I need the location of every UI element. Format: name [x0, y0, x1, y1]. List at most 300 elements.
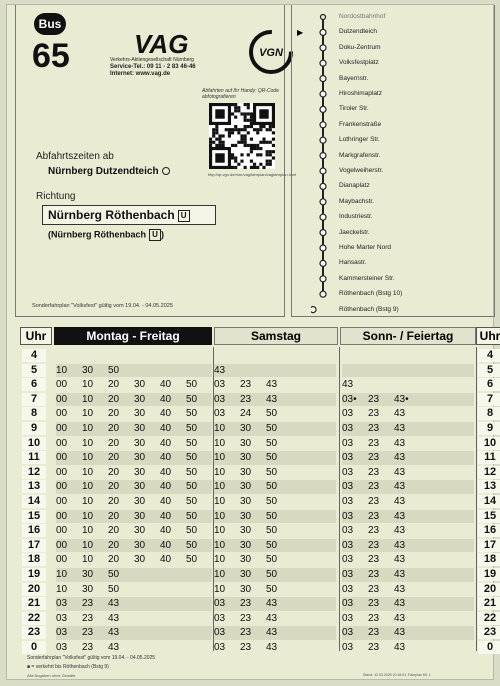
minute-value: 23	[368, 525, 380, 537]
route-stop: Dutzendteich	[339, 28, 377, 36]
route-stop-dot	[320, 137, 326, 143]
hour-header-left: Uhr	[20, 327, 52, 345]
minute-value: 30	[134, 554, 146, 566]
minutes-mf	[56, 524, 212, 538]
minutes-so	[342, 510, 474, 524]
hour-header-right: Uhr	[476, 327, 500, 345]
minutes-sa	[214, 466, 336, 480]
minute-value: 43	[394, 598, 406, 610]
route-stop: Industriestr.	[339, 213, 373, 221]
minute-value: 24	[240, 408, 252, 420]
route-stop: Nordostbahnhof	[339, 13, 386, 20]
minute-value: 30	[240, 510, 252, 522]
minutes-sa	[214, 378, 336, 392]
minute-value: 50	[186, 481, 198, 493]
internet: Internet: www.vag.de	[110, 71, 171, 77]
info-panel	[15, 5, 297, 317]
hour-cell: 9	[478, 422, 500, 435]
minute-value: 43	[394, 569, 406, 580]
clock-icon	[162, 167, 170, 175]
operator-contact	[110, 57, 230, 78]
hour-cell: 8	[22, 407, 46, 420]
minute-value: 23	[240, 612, 252, 624]
column-header-saturday: Samstag	[214, 327, 338, 345]
route-stop-dot	[320, 276, 326, 282]
route-stop: Kammersteiner Str.	[339, 274, 395, 282]
minute-value: 23	[368, 569, 380, 580]
hour-cell: 16	[22, 524, 46, 537]
route-stop-dot	[321, 15, 326, 20]
minute-value: 03	[342, 437, 354, 449]
minute-value: 30	[240, 466, 252, 478]
minutes-sa	[214, 553, 336, 567]
minutes-sa	[214, 626, 336, 640]
minute-value: 30	[134, 393, 146, 405]
minute-value: 03	[342, 510, 354, 522]
minute-value: 03	[56, 642, 68, 653]
minutes-mf	[56, 378, 212, 392]
minute-value: 43	[108, 642, 120, 653]
vgn-logo-icon	[248, 29, 294, 75]
line-number: 65	[32, 37, 70, 75]
hour-cell: 19	[22, 568, 46, 581]
minutes-sa	[214, 393, 336, 407]
minute-value: 50	[186, 379, 198, 391]
qr-note: Abfahrten auf Ihr Handy: QR-Code abfotografieren	[202, 88, 279, 100]
minute-value: 20	[108, 481, 120, 493]
minute-value: 50	[266, 423, 278, 434]
qr-caption: http://qr.vgn.de/nmr/vag/fahrplan/vagfahrplan.html	[208, 172, 297, 177]
minutes-mf	[56, 539, 212, 553]
table-row	[20, 407, 500, 422]
minute-value: 43	[394, 437, 406, 449]
minute-value: 40	[160, 539, 172, 551]
minute-value: 50	[186, 554, 198, 566]
minutes-sa	[214, 510, 336, 524]
minute-value: 30	[240, 583, 252, 595]
minute-value: 03	[342, 627, 354, 639]
route-stop: Jaeckelstr.	[339, 228, 370, 236]
minute-value: 10	[82, 437, 94, 449]
minute-value: 50	[186, 452, 198, 464]
minute-value: 03	[342, 569, 354, 580]
table-row	[20, 612, 500, 627]
minutes-so	[342, 495, 474, 509]
minute-value: 23	[368, 642, 380, 653]
minute-value: 10	[214, 583, 226, 595]
hour-cell: 12	[478, 466, 500, 479]
minute-value: 30	[134, 379, 146, 391]
route-stop: Markgrafenstr.	[339, 151, 381, 159]
minute-value: 00	[56, 466, 68, 478]
minutes-mf	[56, 349, 212, 363]
minute-value: 10	[82, 510, 94, 522]
minutes-mf	[56, 393, 212, 407]
hour-cell: 4	[22, 349, 46, 362]
minute-value: 30	[240, 525, 252, 537]
minute-value: 00	[56, 525, 68, 537]
table-row	[20, 553, 500, 568]
minute-value: 50	[108, 569, 120, 580]
hour-cell: 23	[22, 626, 46, 639]
minutes-sa	[214, 480, 336, 494]
column-header-weekday: Montag - Freitag	[54, 327, 212, 345]
minute-value: 50	[186, 496, 198, 507]
minute-value: 23	[240, 598, 252, 610]
minute-value: 23	[368, 539, 380, 551]
minute-value: 20	[108, 437, 120, 449]
minute-value: 03	[56, 627, 68, 639]
route-stop-list	[297, 5, 491, 317]
minute-value: 23	[368, 598, 380, 610]
minutes-so	[342, 539, 474, 553]
minutes-so	[342, 407, 474, 421]
hour-cell: 21	[478, 597, 500, 610]
minute-value: 30	[134, 510, 146, 522]
minute-value: 30	[240, 423, 252, 434]
column-header-sunday: Sonn- / Feiertag	[340, 327, 476, 345]
minute-value: 50	[108, 364, 120, 376]
minute-value: 10	[82, 554, 94, 566]
minute-value: 40	[160, 554, 172, 566]
route-stop-dot	[320, 29, 326, 35]
minute-value: 23	[368, 612, 380, 624]
table-row	[20, 568, 500, 583]
minute-value: 40	[160, 510, 172, 522]
minutes-mf	[56, 510, 212, 524]
minute-value: 10	[82, 525, 94, 537]
minute-value: 43	[266, 598, 278, 610]
minute-value: 50	[186, 510, 198, 522]
minutes-so	[342, 641, 474, 655]
vgn-logo-text: VGN	[259, 47, 283, 59]
minute-value: 00	[56, 393, 68, 405]
operator-subtitle: Verkehrs-Aktiengesellschaft Nürnberg	[110, 57, 194, 63]
minute-value: 20	[108, 423, 120, 434]
minute-value: 40	[160, 452, 172, 464]
minute-value: 03•	[342, 393, 357, 405]
minute-value: 23	[368, 510, 380, 522]
direction-sub-end: )	[161, 229, 164, 240]
minute-value: 43	[394, 466, 406, 478]
minute-value: 10	[214, 569, 226, 580]
minute-value: 43	[108, 627, 120, 639]
hour-cell: 12	[22, 466, 46, 479]
minute-value: 00	[56, 539, 68, 551]
minute-value: 30	[134, 408, 146, 420]
minute-value: 50	[266, 569, 278, 580]
minute-value: 50	[108, 583, 120, 595]
hour-cell: 10	[22, 437, 46, 450]
minute-value: 23	[368, 408, 380, 420]
route-stop: Frankenstraße	[339, 120, 382, 128]
minute-value: 40	[160, 379, 172, 391]
direction-sub	[48, 229, 164, 241]
special-notice: Sonderfahrplan "Volksfest" gültig vom 19.04. - 04.05.2025	[32, 303, 173, 309]
minute-value: 20	[108, 539, 120, 551]
minute-value: 40	[160, 525, 172, 537]
minutes-mf	[56, 626, 212, 640]
hour-cell: 15	[478, 510, 500, 523]
minute-value: 43	[394, 627, 406, 639]
minute-value: 30	[240, 554, 252, 566]
minute-value: 00	[56, 554, 68, 566]
minutes-so	[342, 597, 474, 611]
minute-value: 03	[342, 408, 354, 420]
minute-value: 03	[214, 598, 226, 610]
minutes-mf	[56, 437, 212, 451]
departure-stop	[48, 166, 170, 177]
route-stop: Bayernstr.	[339, 74, 369, 82]
hour-cell: 14	[22, 495, 46, 508]
hour-cell: 5	[478, 364, 500, 377]
minute-value: 03	[342, 598, 354, 610]
minute-value: 30	[134, 437, 146, 449]
minute-value: 10	[82, 393, 94, 405]
minutes-so	[342, 480, 474, 494]
minute-value: 10	[82, 481, 94, 493]
footer-status: Stand: 12.03.2025 10:16:01, Fahrplan 65, 1	[363, 673, 431, 677]
minutes-mf	[56, 495, 212, 509]
hour-cell: 20	[22, 583, 46, 596]
minute-value: 30	[240, 539, 252, 551]
minute-value: 43	[266, 627, 278, 639]
minutes-sa	[214, 495, 336, 509]
minute-value: 03	[342, 452, 354, 464]
minute-value: 43	[394, 408, 406, 420]
minutes-mf	[56, 612, 212, 626]
minute-value: 50	[266, 452, 278, 464]
minute-value: 30	[134, 525, 146, 537]
hour-cell: 0	[22, 641, 46, 654]
minute-value: 50	[186, 437, 198, 449]
minute-value: 23	[240, 393, 252, 405]
minutes-sa	[214, 597, 336, 611]
hour-cell: 7	[22, 393, 46, 406]
minute-value: 10	[214, 496, 226, 507]
minute-value: 40	[160, 393, 172, 405]
minute-value: 10	[214, 481, 226, 493]
minutes-so	[342, 378, 474, 392]
minutes-so	[342, 466, 474, 480]
minute-value: 40	[160, 408, 172, 420]
minute-value: 43	[108, 612, 120, 624]
direction-box	[42, 205, 216, 225]
minute-value: 23	[240, 379, 252, 391]
minute-value: 00	[56, 408, 68, 420]
minute-value: 00	[56, 510, 68, 522]
minute-value: 10	[82, 466, 94, 478]
hour-cell: 8	[478, 407, 500, 420]
route-stop: Hansastr.	[339, 259, 367, 267]
minutes-so	[342, 364, 474, 378]
route-stop-dot	[320, 153, 326, 159]
minute-value: 03	[342, 525, 354, 537]
minute-value: 10	[56, 364, 68, 376]
minutes-so	[342, 553, 474, 567]
minute-value: 43	[394, 510, 406, 522]
minute-value: 03	[342, 466, 354, 478]
minute-value: 20	[108, 466, 120, 478]
minute-value: 50	[266, 539, 278, 551]
table-row	[20, 466, 500, 481]
minute-value: 23	[368, 437, 380, 449]
minute-value: 03	[342, 481, 354, 493]
table-row	[20, 480, 500, 495]
footer-legend: ■ = verkehrt bis Röthenbach (Bstg 9)	[27, 664, 109, 670]
minute-value: 23	[82, 627, 94, 639]
table-row	[20, 495, 500, 510]
minute-value: 50	[266, 437, 278, 449]
minute-value: 00	[56, 423, 68, 434]
minute-value: 10	[82, 452, 94, 464]
direction-sub-text: (Nürnberg Röthenbach	[48, 229, 146, 240]
departure-label: Abfahrtszeiten ab	[36, 151, 114, 162]
hour-cell: 23	[478, 626, 500, 639]
minutes-so	[342, 583, 474, 597]
minutes-sa	[214, 568, 336, 582]
footer-notice: Sonderfahrplan "Volksfest" gültig vom 19.04. - 04.05.2025	[27, 655, 156, 661]
minutes-sa	[214, 364, 336, 378]
minute-value: 03	[214, 379, 226, 391]
hour-cell: 9	[22, 422, 46, 435]
table-row	[20, 393, 500, 408]
minute-value: 23	[368, 423, 380, 434]
minutes-mf	[56, 553, 212, 567]
minutes-mf	[56, 641, 212, 655]
minute-value: 43	[394, 496, 406, 507]
hour-cell: 13	[22, 480, 46, 493]
minute-value: 00	[56, 452, 68, 464]
route-stop: Hiroshimaplatz	[339, 90, 382, 97]
minutes-mf	[56, 407, 212, 421]
route-stop: Maybachstr.	[339, 197, 375, 205]
route-stop-dot	[320, 230, 326, 236]
minute-value: 40	[160, 423, 172, 434]
minute-value: 43•	[394, 393, 409, 405]
hour-cell: 6	[478, 378, 500, 391]
route-stop-dot	[320, 214, 326, 220]
route-stop-dot	[320, 76, 326, 82]
route-stop: Doku-Zentrum	[339, 43, 381, 51]
minute-value: 23	[368, 393, 380, 405]
minute-value: 30	[134, 481, 146, 493]
minute-value: 03	[214, 612, 226, 624]
table-row	[20, 524, 500, 539]
table-row	[20, 626, 500, 641]
minutes-so	[342, 393, 474, 407]
minute-value: 10	[214, 525, 226, 537]
minute-value: 03	[342, 423, 354, 434]
minute-value: 10	[82, 408, 94, 420]
minute-value: 43	[108, 598, 120, 610]
minute-value: 43	[394, 642, 406, 653]
table-row	[20, 583, 500, 598]
minute-value: 23	[368, 452, 380, 464]
minute-value: 10	[82, 496, 94, 507]
minutes-mf	[56, 364, 212, 378]
route-stop-dot	[320, 199, 326, 205]
minute-value: 10	[82, 379, 94, 391]
minutes-sa	[214, 524, 336, 538]
minute-value: 43	[266, 393, 278, 405]
minutes-mf	[56, 480, 212, 494]
minute-value: 50	[186, 423, 198, 434]
minute-value: 40	[160, 496, 172, 507]
minute-value: 23	[368, 466, 380, 478]
ubahn-icon: U	[149, 229, 161, 241]
route-stop-dot	[320, 183, 326, 189]
hour-cell: 4	[478, 349, 500, 362]
minute-value: 10	[214, 437, 226, 449]
minute-value: 03	[342, 496, 354, 507]
minute-value: 50	[266, 408, 278, 420]
route-stop: Röthenbach (Bstg 10)	[339, 290, 403, 298]
minutes-so	[342, 451, 474, 465]
minute-value: 03	[214, 393, 226, 405]
minute-value: 10	[82, 423, 94, 434]
minute-value: 20	[108, 379, 120, 391]
current-stop-arrow-icon: ▶	[297, 28, 304, 38]
minute-value: 50	[186, 393, 198, 405]
hour-cell: 17	[22, 539, 46, 552]
hour-cell: 16	[478, 524, 500, 537]
direction-main	[48, 208, 190, 222]
minutes-sa	[214, 407, 336, 421]
minute-value: 50	[186, 466, 198, 478]
route-line	[311, 5, 351, 317]
minute-value: 43	[266, 379, 278, 391]
minutes-sa	[214, 349, 336, 363]
operator-logo: VAG	[134, 29, 189, 59]
hour-cell: 13	[478, 480, 500, 493]
minute-value: 23	[368, 554, 380, 566]
minute-value: 23	[368, 627, 380, 639]
minute-value: 43	[394, 539, 406, 551]
minute-value: 50	[266, 583, 278, 595]
minutes-sa	[214, 612, 336, 626]
minute-value: 00	[56, 379, 68, 391]
minutes-mf	[56, 466, 212, 480]
hour-cell: 22	[22, 612, 46, 625]
minute-value: 10	[214, 466, 226, 478]
minutes-mf	[56, 451, 212, 465]
minute-value: 30	[240, 452, 252, 464]
timetable-sheet	[6, 4, 500, 680]
minute-value: 50	[266, 466, 278, 478]
minute-value: 30	[134, 466, 146, 478]
hour-cell: 22	[478, 612, 500, 625]
route-stop-dot	[320, 106, 326, 112]
minute-value: 30	[240, 437, 252, 449]
minute-value: 43	[394, 525, 406, 537]
table-row	[20, 597, 500, 612]
table-row	[20, 539, 500, 554]
route-stop: Vogelweiherstr.	[339, 167, 384, 174]
minute-value: 30	[240, 481, 252, 493]
hour-cell: 0	[478, 641, 500, 654]
minute-value: 20	[108, 510, 120, 522]
minute-value: 20	[108, 452, 120, 464]
minutes-sa	[214, 422, 336, 436]
qr-code-icon[interactable]	[209, 103, 275, 169]
table-row	[20, 641, 500, 656]
minute-value: 40	[160, 466, 172, 478]
minutes-sa	[214, 641, 336, 655]
table-row	[20, 349, 500, 364]
hour-cell: 18	[22, 553, 46, 566]
minute-value: 30	[82, 583, 94, 595]
